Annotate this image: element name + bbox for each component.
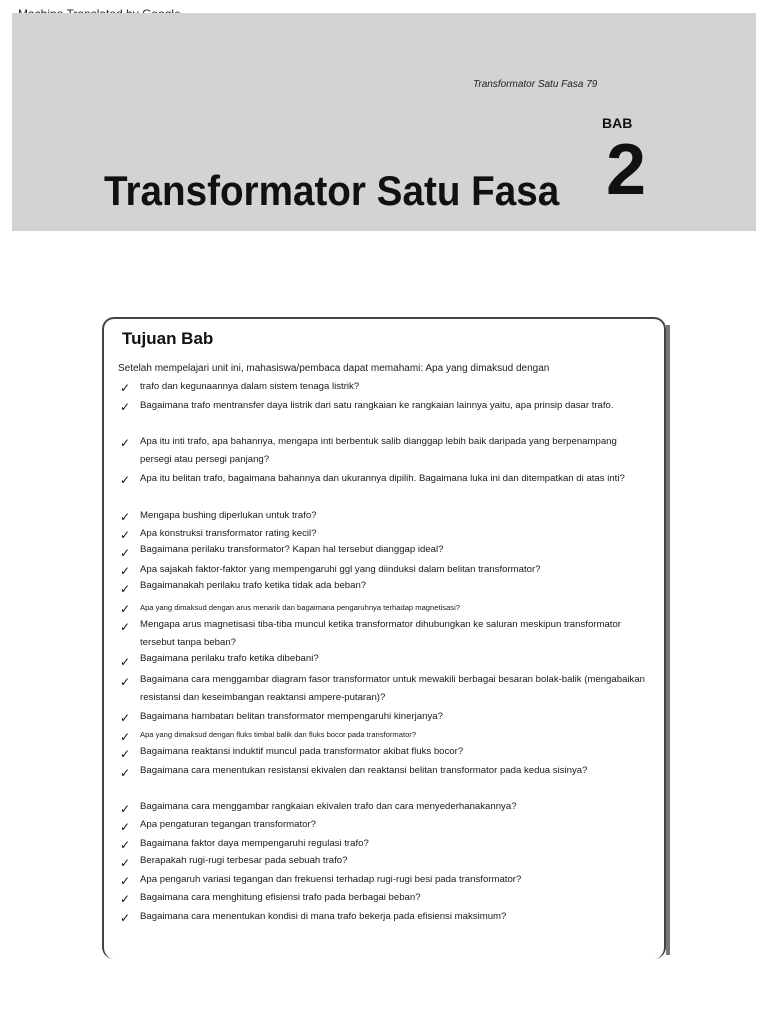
check-icon: ✓: [120, 510, 131, 524]
objective-item: Apa konstruksi transformator rating kecil?: [140, 528, 317, 539]
chapter-number: 2: [606, 130, 647, 210]
objective-item: Apa sajakah faktor-faktor yang mempengaruhi ggl yang diinduksi dalam belitan transformator?: [140, 564, 541, 575]
check-icon: ✓: [120, 655, 131, 669]
objective-item: Bagaimana perilaku trafo ketika dibebani?: [140, 653, 319, 664]
objective-item: Bagaimana trafo mentransfer daya listrik dari satu rangkaian ke rangkaian lainnya yaitu, apa prinsip dasar trafo.: [140, 400, 614, 411]
chapter-title: Transformator Satu Fasa: [104, 167, 560, 214]
check-icon: ✓: [120, 874, 131, 888]
check-icon: ✓: [120, 747, 131, 761]
objective-item: Bagaimana cara menentukan resistansi ekivalen dan reaktansi belitan transformator pada kedua sisinya?: [140, 765, 588, 776]
check-icon: ✓: [120, 802, 131, 816]
objective-item: Bagaimana perilaku transformator? Kapan hal tersebut dianggap ideal?: [140, 544, 444, 555]
check-icon: ✓: [120, 546, 131, 560]
objective-item: Mengapa bushing diperlukan untuk trafo?: [140, 510, 317, 521]
objective-item-continuation: persegi atau persegi panjang?: [140, 454, 270, 465]
objective-item: Apa itu inti trafo, apa bahannya, mengapa inti berbentuk salib dianggap lebih baik daripada yang berpenampang: [140, 436, 617, 447]
objective-item: Apa pengaruh variasi tegangan dan frekuensi terhadap rugi-rugi besi pada transformator?: [140, 874, 522, 885]
objective-item-continuation: tersebut tanpa beban?: [140, 637, 237, 648]
check-icon: ✓: [120, 911, 131, 925]
objective-item: Berapakah rugi-rugi terbesar pada sebuah trafo?: [140, 855, 348, 866]
check-icon: ✓: [120, 620, 131, 634]
check-icon: ✓: [120, 711, 131, 725]
objective-item: trafo dan kegunaannya dalam sistem tenaga listrik?: [140, 381, 360, 392]
objective-item: Bagaimana cara menggambar rangkaian ekivalen trafo dan cara menyederhanakannya?: [140, 801, 517, 812]
objective-item: Bagaimana hambatan belitan transformator mempengaruhi kinerjanya?: [140, 711, 443, 722]
check-icon: ✓: [120, 436, 131, 450]
check-icon: ✓: [120, 381, 131, 395]
check-icon: ✓: [120, 582, 131, 596]
check-icon: ✓: [120, 856, 131, 870]
check-icon: ✓: [120, 730, 131, 744]
objective-item-continuation: resistansi dan keseimbangan reaktansi ampere-putaran)?: [140, 692, 386, 703]
objective-item: Bagaimana cara menghitung efisiensi trafo pada berbagai beban?: [140, 892, 421, 903]
check-icon: ✓: [120, 400, 131, 414]
objective-item: Apa itu belitan trafo, bagaimana bahannya dan ukurannya dipilih. Bagaimana luka ini dan ditempatkan di atas inti?: [140, 473, 625, 484]
check-icon: ✓: [120, 820, 131, 834]
bab-label: BAB: [602, 115, 633, 131]
objective-item: Mengapa arus magnetisasi tiba-tiba muncul ketika transformator dihubungkan ke saluran meskipun transformator: [140, 619, 621, 630]
check-icon: ✓: [120, 675, 131, 689]
objectives-intro: Setelah mempelajari unit ini, mahasiswa/pembaca dapat memahami: Apa yang dimaksud dengan: [118, 363, 550, 374]
running-head: Transformator Satu Fasa 79: [473, 79, 598, 90]
objective-item: Apa yang dimaksud dengan arus menarik dan bagaimana pengaruhnya terhadap magnetisasi?: [140, 603, 460, 612]
objective-item: Bagaimana reaktansi induktif muncul pada transformator akibat fluks bocor?: [140, 746, 464, 757]
objective-item: Apa yang dimaksud dengan fluks timbal balik dan fluks bocor pada transformator?: [140, 730, 417, 739]
chapter-objectives-box: [102, 317, 666, 959]
check-icon: ✓: [120, 766, 131, 780]
check-icon: ✓: [120, 473, 131, 487]
check-icon: ✓: [120, 564, 131, 578]
objective-item: Bagaimana cara menggambar diagram fasor transformator untuk mewakili berbagai besaran bolak-balik (mengabaikan: [140, 674, 646, 685]
objective-item: Bagaimana faktor daya mempengaruhi regulasi trafo?: [140, 838, 369, 849]
check-icon: ✓: [120, 892, 131, 906]
objective-item: Apa pengaturan tegangan transformator?: [140, 819, 317, 830]
check-icon: ✓: [120, 602, 131, 616]
check-icon: ✓: [120, 528, 131, 542]
objectives-title: Tujuan Bab: [122, 329, 214, 348]
check-icon: ✓: [120, 838, 131, 852]
objective-item: Bagaimana cara menentukan kondisi di mana trafo bekerja pada efisiensi maksimum?: [140, 911, 507, 922]
objective-item: Bagaimanakah perilaku trafo ketika tidak ada beban?: [140, 580, 367, 591]
